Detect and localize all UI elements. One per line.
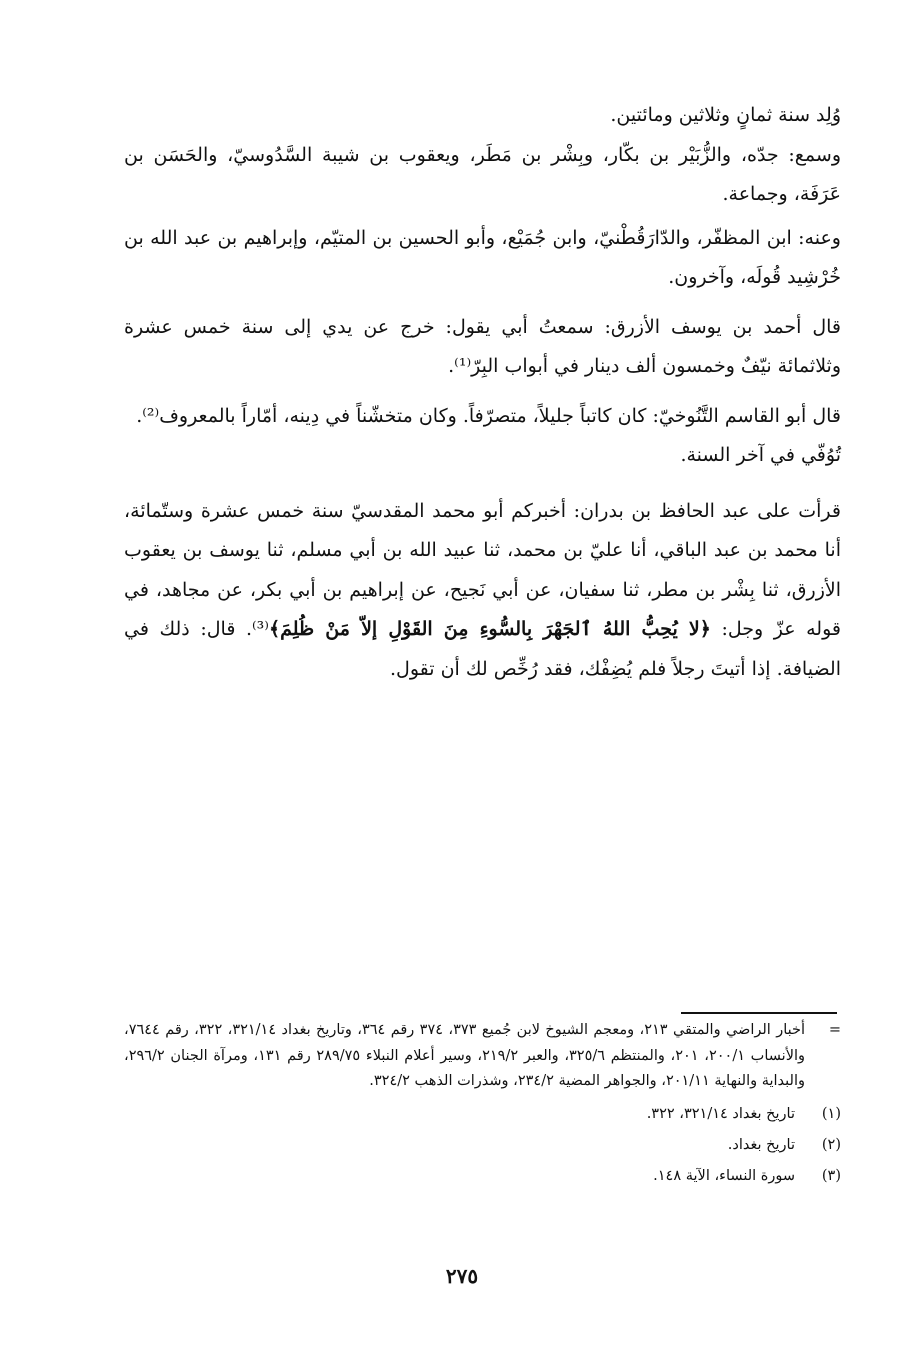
- footnote-continuation: [124, 1018, 841, 1095]
- main-text: [124, 96, 841, 689]
- footnotes: [124, 1018, 841, 1192]
- footnote-text: تاريخ بغداد ٣٢١/١٤، ٣٢٢.: [646, 1105, 795, 1122]
- footnote-1: [124, 1099, 841, 1130]
- paragraph-death: تُوُفّي في آخر السنة.: [680, 444, 841, 466]
- footnote-2: [124, 1130, 841, 1161]
- quran-verse: ﴿لا يُحِبُّ اللهُ ٱلجَهْرَ بِالسُّوءِ مِنَ القَوْلِ إلاّ مَنْ ظُلِمَ﴾: [268, 618, 711, 640]
- footnote-number: (٢): [821, 1136, 841, 1153]
- paragraph-azraq-quote: قال أحمد بن يوسف الأزرق: سمعتُ أبي يقول: خرج عن يدي إلى سنة خمس عشرة وثلاثمائة نيّفٌ وخمسون ألف دينار في أبواب البِرّ⁽¹⁾.: [124, 315, 841, 377]
- paragraph-hadith-chain: [124, 492, 841, 690]
- paragraph-birth: وُلِد سنة ثمانٍ وثلاثين ومائتين.: [610, 104, 841, 126]
- hadith-chain-text: قرأت على عبد الحافظ بن بدران: أخبركم أبو محمد المقدسيّ سنة خمس عشرة وستّمائة، أنا محمد بن عبد الباقي، أنا عليّ بن محمد، ثنا عبيد الله بن أبي مسلم، ثنا يوسف بن يعقوب الأزرق، ثنا بِشْر بن مطر، ثنا سفيان، عن أبي نَجيح، عن إبراهيم بن أبي بكر، عن مجاهد، في قوله عزّ وجل:: [124, 499, 841, 640]
- paragraph-tanukhi-quote: قال أبو القاسم التَّنُوخيّ: كان كاتباً جليلاً، متصرّفاً. وكان متخشّناً في دِينه، أمّاراً بالمعروف⁽²⁾.: [136, 404, 841, 427]
- footnote-continuation-text: أخبار الراضي والمتقي ٢١٣، ومعجم الشيوخ لابن جُميع ٣٧٣، ٣٧٤ رقم ٣٦٤، وتاريخ بغداد ٣٢١/١٤، ٣٢٢، رقم ٧٦٤٤، والأنساب ٢٠٠/١، ٢٠١، والمنتظم ٣٢٥/٦، والعبر ٢١٩/٢، وسير أعلام النبلاء ٢٨٩/٧٥ رقم ١٣١، ومرآة الجنان ٢٩٦/٢، والبداية والنهاية ٢٠١/١١، والجواهر المضية ٢٣٤/٢، وشذرات الذهب ٣٢٤/٢.: [124, 1022, 806, 1089]
- hadith-commentary: ⁽³⁾. قال: ذلك في الضيافة. إذا أتيتَ رجلاً فلم يُضِفْك، فقد رُخِّص لك أن تقول.: [124, 618, 841, 680]
- footnote-text: تاريخ بغداد.: [727, 1136, 795, 1153]
- paragraph-students: وعنه: ابن المظفّر، والدّارَقُطْنيّ، وابن جُمَيْع، وأبو الحسين بن المتيّم، وإبراهيم بن عبد الله بن خُرْشِيد قُولَه، وآخرون.: [124, 226, 841, 288]
- footnote-3: [124, 1161, 841, 1192]
- footnote-number: (١): [821, 1105, 841, 1122]
- footnote-number: (٣): [821, 1167, 841, 1184]
- paragraph-teachers: وسمع: جدّه، والزُّبَيْر بن بكّار، وبِشْر بن مَطَر، ويعقوب بن شيبة السَّدُوسيّ، والحَسَن بن عَرَفَة، وجماعة.: [124, 143, 841, 205]
- footnote-separator: [681, 1012, 837, 1014]
- page-number: ٢٧٥: [445, 1264, 479, 1288]
- footnote-text: سورة النساء، الآية ١٤٨.: [653, 1167, 795, 1184]
- continuation-marker: =: [828, 1022, 841, 1038]
